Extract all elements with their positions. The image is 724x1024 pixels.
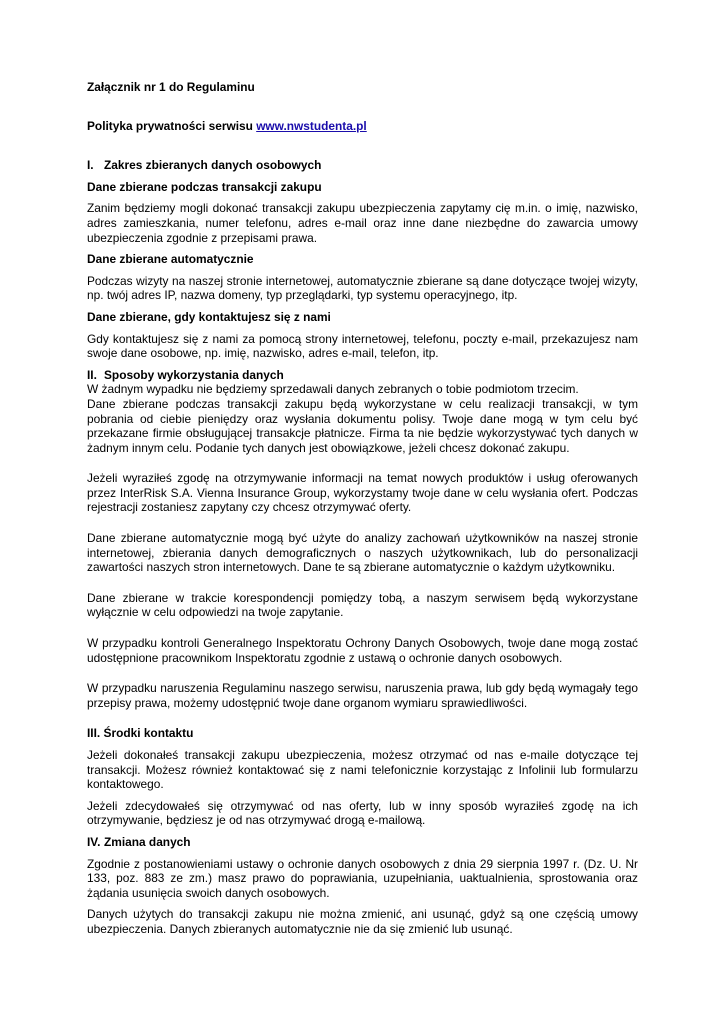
section-2-paragraph: W żadnym wypadku nie będziemy sprzedawali danych zebranych o tobie podmiotom trzecim. [87, 382, 579, 397]
section-1-sub2-title: Dane zbierane automatycznie [87, 252, 254, 267]
section-2-paragraph: Dane zbierane podczas transakcji zakupu będą wykorzystane w celu realizacji transakcji, w tym pobrania od ciebie pieniędzy oraz wysłania dokumentu polisy. Twoje dane mogą w tym celu być przekazane firmie obsługującej transakcje płatnicze. Firma ta nie będzie wykorzystywać tych danych w żadnym innym celu. Podanie tych danych jest obowiązkowe, jeżeli chcesz dokonać zakupu. [87, 396, 638, 455]
document-page [87, 80, 638, 937]
section-1-heading [87, 158, 638, 173]
section-2-heading [87, 368, 638, 383]
section-1-title: Zakres zbieranych danych osobowych [104, 158, 322, 173]
policy-site-link[interactable]: www.nwstudenta.pl [256, 118, 367, 133]
section-4-paragraph: Danych użytych do transakcji zakupu nie można zmienić, ani usunąć, gdyż są one częścią umowy ubezpieczenia. Danych zbieranych automatycznie nie da się zmienić lub usunąć. [87, 907, 638, 936]
section-2-paragraph: Dane zbierane w trakcie korespondencji pomiędzy tobą, a naszym serwisem będą wykorzystane wyłącznie w celu odpowiedzi na twoje zapytanie. [87, 590, 638, 620]
policy-title-text: Polityka prywatności serwisu [87, 118, 257, 133]
section-4-heading [87, 835, 638, 850]
section-4-number: IV. [87, 834, 101, 849]
section-2-paragraph: W przypadku naruszenia Regulaminu naszego serwisu, naruszenia prawa, lub gdy będą wymagały tego przepisy prawa, możemy udostępnić twoje dane organom wymiaru sprawiedliwości. [87, 681, 638, 710]
section-3-paragraph: Jeżeli zdecydowałeś się otrzymywać od nas oferty, lub w inny sposób wyraziłeś zgodę na ich otrzymywanie, będziesz je od nas otrzymywać drogą e-mailową. [87, 798, 638, 828]
section-2-number: II. [87, 367, 97, 382]
section-1-sub3-title: Dane zbierane, gdy kontaktujesz się z nami [87, 309, 331, 324]
section-1-number: I. [87, 158, 94, 173]
section-1-sub2-text: Podczas wizyty na naszej stronie internetowej, automatycznie zbierane są dane dotyczące twojej wizyty, np. twój adres IP, nazwa domeny, typ przeglądarki, typ systemu operacyjnego, itp. [87, 273, 638, 303]
section-4-paragraph: Zgodnie z postanowieniami ustawy o ochronie danych osobowych z dnia 29 sierpnia 1997 r. (Dz. U. Nr 133, poz. 883 ze zm.) masz prawo do poprawiania, uzupełniania, uaktualnienia, sprostowania oraz żądania usunięcia swoich danych osobowych. [87, 856, 638, 900]
section-2-title: Sposoby wykorzystania danych [104, 367, 284, 382]
section-2-paragraph: Jeżeli wyraziłeś zgodę na otrzymywanie informacji na temat nowych produktów i usług oferowanych przez InterRisk S.A. Vienna Insurance Group, wykorzystamy twoje dane w celu wysłania ofert. Podczas rejestracji zostaniesz zapytany czy chcesz otrzymywać oferty. [87, 471, 638, 515]
section-3-paragraph: Jeżeli dokonałeś transakcji zakupu ubezpieczenia, możesz otrzymać od nas e-maile dotyczące tej transakcji. Możesz również kontaktować się z nami telefonicznie korzystając z Infolinii lub formularzu kontaktowego. [87, 748, 638, 792]
policy-title [87, 119, 638, 134]
section-3-heading: III. Środki kontaktu [87, 726, 194, 741]
section-1-sub1-title: Dane zbierane podczas transakcji zakupu [87, 179, 322, 194]
section-1-sub1-text: Zanim będziemy mogli dokonać transakcji zakupu ubezpieczenia zapytamy cię m.in. o imię, nazwisko, adres zamieszkania, numer telefonu, adres e-mail oraz inne dane niezbędne do zawarcia umowy ubezpieczenia zgodnie z przepisami prawa. [87, 201, 638, 245]
section-2-paragraph: W przypadku kontroli Generalnego Inspektoratu Ochrony Danych Osobowych, twoje dane mogą zostać udostępnione pracownikom Inspektoratu zgodnie z ustawą o ochronie danych osobowych. [87, 636, 638, 665]
section-1-sub3-text: Gdy kontaktujesz się z nami za pomocą strony internetowej, telefonu, poczty e-mail, przekazujesz nam swoje dane osobowe, np. imię, nazwisko, adres e-mail, telefon, itp. [87, 331, 638, 361]
section-4-title: Zmiana danych [104, 834, 191, 849]
section-2-paragraph: Dane zbierane automatycznie mogą być użyte do analizy zachowań użytkowników na naszej stronie internetowej, zbierania danych demograficznych o naszych użytkownikach, lub do personalizacji zawartości naszych stron internetowych. Dane te są zbierane automatycznie o każdym użytkowniku. [87, 531, 638, 575]
attachment-title: Załącznik nr 1 do Regulaminu [87, 80, 255, 94]
